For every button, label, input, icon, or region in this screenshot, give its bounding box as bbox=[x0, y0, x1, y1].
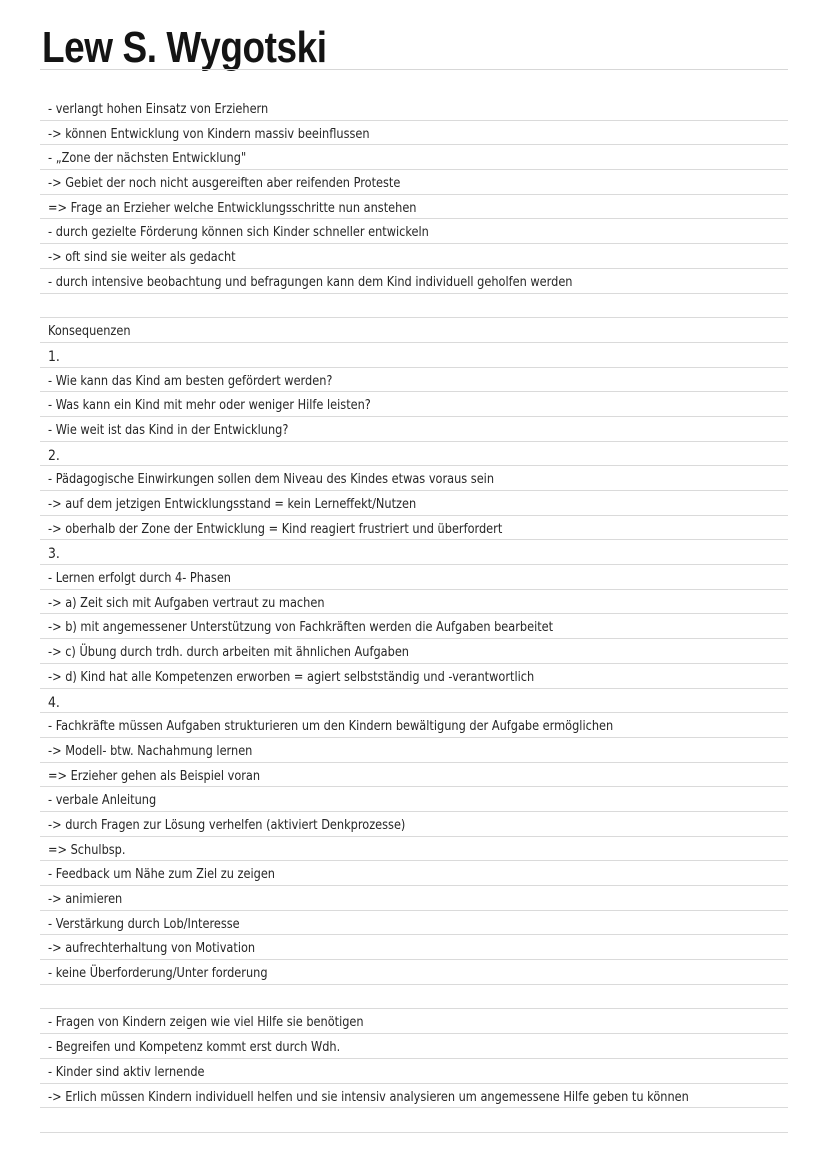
note-line bbox=[40, 639, 788, 664]
note-line bbox=[40, 738, 788, 763]
note-line-text: - Fachkräfte müssen Aufgaben strukturieren um den Kindern bewältigung der Aufgabe ermöglichen bbox=[48, 719, 614, 735]
note-line-text: -> Erlich müssen Kindern individuell helfen und sie intensiv analysieren um angemessene Hilfe geben tu können bbox=[48, 1089, 689, 1105]
note-line bbox=[40, 1034, 788, 1059]
note-line-text: -> können Entwicklung von Kindern massiv beeinflussen bbox=[48, 126, 370, 142]
note-line-text: -> c) Übung durch trdh. durch arbeiten mit ähnlichen Aufgaben bbox=[48, 645, 409, 661]
note-line bbox=[40, 1108, 788, 1133]
note-line bbox=[40, 1009, 788, 1034]
note-line-text: - Feedback um Nähe zum Ziel zu zeigen bbox=[48, 867, 275, 883]
note-line-text: - verbale Anleitung bbox=[48, 793, 157, 809]
note-line bbox=[40, 911, 788, 936]
note-line-text: -> durch Fragen zur Lösung verhelfen (aktiviert Denkprozesse) bbox=[48, 817, 406, 833]
note-line-text: -> auf dem jetzigen Entwicklungsstand = kein Lerneffekt/Nutzen bbox=[48, 497, 417, 512]
note-line bbox=[40, 886, 788, 911]
note-line-text: => Frage an Erzieher welche Entwicklungsschritte nun anstehen bbox=[48, 200, 417, 216]
note-line-text: -> aufrechterhaltung von Motivation bbox=[48, 941, 256, 957]
note-line bbox=[40, 170, 788, 195]
note-line-text: - Kinder sind aktiv lernende bbox=[48, 1064, 205, 1080]
note-line-text: - Verstärkung durch Lob/Interesse bbox=[48, 916, 240, 932]
note-line bbox=[40, 935, 788, 960]
note-line bbox=[40, 219, 788, 244]
note-line-text: - Wie weit ist das Kind in der Entwicklung? bbox=[48, 422, 289, 438]
note-line-text: -> a) Zeit sich mit Aufgaben vertraut zu machen bbox=[48, 595, 325, 611]
note-line bbox=[40, 1059, 788, 1084]
note-line-text: - Was kann ein Kind mit mehr oder weniger Hilfe leisten? bbox=[48, 398, 371, 414]
note-line bbox=[40, 960, 788, 985]
note-line-text: - Pädagogische Einwirkungen sollen dem Niveau des Kindes etwas voraus sein bbox=[48, 472, 495, 488]
note-line-text: -> oberhalb der Zone der Entwicklung = Kind reagiert frustriert und überfordert bbox=[48, 521, 503, 537]
note-line bbox=[40, 244, 788, 269]
note-line bbox=[40, 787, 788, 812]
note-line-text: - Fragen von Kindern zeigen wie viel Hilfe sie benötigen bbox=[48, 1015, 364, 1031]
note-line bbox=[40, 614, 788, 639]
note-line bbox=[40, 392, 788, 417]
note-line bbox=[40, 664, 788, 689]
note-line-text: -> Modell- btw. Nachahmung lernen bbox=[48, 743, 253, 759]
note-line bbox=[40, 540, 788, 565]
note-line bbox=[40, 689, 788, 714]
note-line bbox=[40, 417, 788, 442]
note-line bbox=[40, 269, 788, 294]
note-line bbox=[40, 294, 788, 319]
note-line-text: => Schulbsp. bbox=[48, 842, 126, 858]
note-line-text: - „Zone der nächsten Entwicklung" bbox=[48, 151, 247, 167]
note-line-text: -> oft sind sie weiter als gedacht bbox=[48, 250, 236, 266]
note-line-text: 4. bbox=[48, 694, 60, 711]
note-line bbox=[40, 442, 788, 467]
note-line-text: - verlangt hohen Einsatz von Erziehern bbox=[48, 102, 269, 117]
note-line bbox=[40, 516, 788, 541]
note-line-text: 2. bbox=[48, 447, 60, 464]
page-title: Lew S. Wygotski bbox=[42, 23, 327, 72]
note-line-text: - Begreifen und Kompetenz kommt erst durch Wdh. bbox=[48, 1040, 341, 1056]
note-line bbox=[40, 713, 788, 738]
title-divider bbox=[40, 69, 788, 70]
note-line bbox=[40, 837, 788, 862]
note-line-text: - Lernen erfolgt durch 4- Phasen bbox=[48, 571, 231, 587]
note-line bbox=[40, 985, 788, 1010]
note-line bbox=[40, 590, 788, 615]
note-line bbox=[40, 145, 788, 170]
note-line bbox=[40, 195, 788, 220]
note-line bbox=[40, 121, 788, 146]
note-line-text: -> b) mit angemessener Unterstützung von Fachkräften werden die Aufgaben bearbeitet bbox=[48, 620, 554, 636]
note-line bbox=[40, 1084, 788, 1109]
note-line bbox=[40, 96, 788, 121]
note-line-text: -> Gebiet der noch nicht ausgereiften aber reifenden Proteste bbox=[48, 176, 401, 192]
note-line-text: 1. bbox=[48, 348, 60, 365]
note-line-text: - Wie kann das Kind am besten gefördert werden? bbox=[48, 373, 333, 389]
note-line-text: -> d) Kind hat alle Kompetenzen erworben = agiert selbstständig und -verantwortlich bbox=[48, 669, 535, 685]
note-line-text: -> animieren bbox=[48, 892, 123, 907]
note-line bbox=[40, 812, 788, 837]
note-line-text: - durch gezielte Förderung können sich Kinder schneller entwickeln bbox=[48, 225, 429, 241]
note-line bbox=[40, 318, 788, 343]
note-line-text: - keine Überforderung/Unter forderung bbox=[48, 966, 268, 982]
notes-lines bbox=[40, 96, 788, 1133]
note-line bbox=[40, 466, 788, 491]
note-line-text: => Erzieher gehen als Beispiel voran bbox=[48, 768, 261, 784]
note-line-text: 3. bbox=[48, 546, 60, 563]
note-line bbox=[40, 343, 788, 368]
note-line bbox=[40, 763, 788, 788]
note-line-text: - durch intensive beobachtung und befragungen kann dem Kind individuell geholfen werden bbox=[48, 274, 573, 290]
note-line bbox=[40, 861, 788, 886]
note-line bbox=[40, 368, 788, 393]
note-line bbox=[40, 491, 788, 516]
note-line bbox=[40, 565, 788, 590]
note-line-text: Konsequenzen bbox=[48, 324, 131, 340]
